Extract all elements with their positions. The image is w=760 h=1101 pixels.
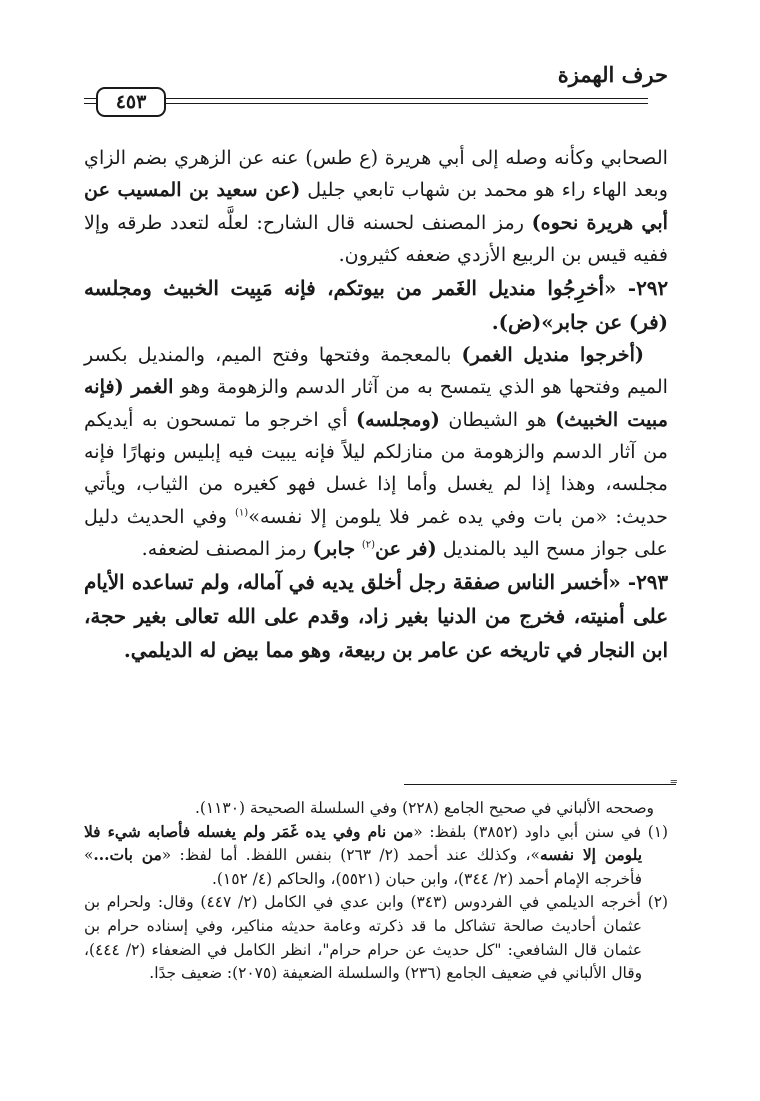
footnote-ref-2[interactable]: (٢)	[361, 539, 376, 551]
bold-citation: (عن سعيد بن المسيب عن أبي هريرة نحوه)	[84, 178, 668, 234]
bold-term: (أخرجوا منديل الغمر)	[461, 343, 644, 367]
footnote-separator	[404, 784, 676, 785]
footnote-2	[84, 891, 668, 985]
main-text	[84, 142, 668, 667]
hadith-text: «أخسر الناس صفقة رجل أخلق يديه في آماله، ولم تساعده الأيام على أمنيته، فخرج من الدنيا بغير زاد، وقدم على الله تعالى بغير حجة، ابن النجار في تاريخه عن عامر بن ربيعة، وهو مما بيض له الديلمي.	[84, 570, 668, 663]
footnotes	[84, 797, 668, 986]
header-rule-end	[84, 98, 92, 104]
text-run: في سنن أبي داود (٣٨٥٢) بلفظ: «	[413, 822, 648, 841]
bold-citation: (فر عن	[375, 536, 437, 560]
footnote-marker: (١)	[647, 822, 668, 841]
text-run: هو الشيطان	[439, 407, 556, 431]
footnote-ref-1[interactable]: (١)	[235, 507, 249, 519]
text-run: أخرجه الديلمي في الفردوس (٣٤٣) وابن عدي في الكامل (٢/ ٤٤٧) وقال: ولحرام بن عثمان أحاديث صالحة تشاكل ما قد ذكرته وعامة حديثه مناكير، وفي إسناده حرام بن عثمان قال الشافعي: "كل حديث عن حرام حرام"، انظر الكامل في الضعفاء (٢/ ٤٤٤)، وقال الألباني في ضعيف الجامع (٢٣٦) والسلسلة الضعيفة (٢٠٧٥): ضعيف جدًا.	[84, 893, 648, 983]
page-number	[96, 87, 166, 117]
text-run: وفي الحديث دليل على جواز مسح اليد بالمنديل	[84, 504, 668, 560]
text-run: أي اخرجو ما تمسحون به أيديكم من آثار الدسم والزهومة من منازلكم ليلاً فإنه يبيت فيه إبليس ونهارًا فإنه مجلسه، وهذا إذا لم يغسل وأما إذا غسل فهو كغيره من الثياب، ويأتي حديث: «من بات وفي يده غمر فلا يلومن إلا نفسه»	[84, 407, 668, 528]
text-run: الصحابي وكأنه وصله إلى أبي هريرة (ع طس) عنه عن الزهري بضم الزاي وبعد الهاء راء هو محمد بن شهاب تابعي جليل	[84, 146, 668, 202]
text-run: » فأخرجه الإمام أحمد (٢/ ٣٤٤)، وابن حبان (٥٥٢١)، والحاكم (٤/ ١٥٢).	[84, 846, 642, 888]
bold-quote: من نام وفي يده غَمَر ولم يغسله فأصابه شيء فلا يلومن إلا نفسه	[84, 822, 643, 865]
text-run: رمز المصنف لضعفه.	[141, 536, 313, 560]
text-run: رمز المصنف لحسنه قال الشارح: لعلَّه لتعدد طرقه وإلا ففيه قيس بن الربيع الأزدي ضعفه كثيرون.	[84, 210, 668, 266]
bold-quote: من بات...	[93, 846, 162, 865]
footnote-continuation-mark: =	[669, 777, 678, 788]
bold-term: (ومجلسه)	[356, 407, 440, 431]
entry-number: ٢٩٢-	[627, 276, 668, 301]
paragraph-commentary-2	[84, 339, 668, 565]
page-number-text: ٤٥٣	[115, 91, 147, 113]
hadith-entry-293	[84, 565, 668, 667]
hadith-entry-292	[84, 271, 668, 339]
header-rule	[88, 98, 648, 104]
bold-citation: جابر)	[312, 536, 362, 560]
text-run: بالمعجمة وفتحها وفتح الميم، والمنديل بكسر الميم وفتحها هو الذي يتمسح به من آثار الدسم والزهومة وهو	[84, 343, 668, 399]
running-head: حرف الهمزة	[557, 62, 668, 87]
footnote-1	[84, 821, 668, 892]
paragraph-commentary-1	[84, 142, 668, 271]
footnote-continuation: وصححه الألباني في صحيح الجامع (٢٢٨) وفي السلسلة الصحيحة (١١٣٠).	[194, 799, 654, 817]
text-run: »، وكذلك عند أحمد (٢/ ٢٦٣) بنفس اللفظ. أما لفظ: «	[161, 846, 540, 865]
bold-term: الغمر (فإنه مبيت الخبيث)	[84, 375, 668, 431]
footnote-marker: (٢)	[647, 893, 668, 912]
entry-number: ٢٩٣-	[627, 570, 668, 595]
hadith-text: «أخرِجُوا منديل الغَمر من بيوتكم، فإنه مَبِيت الخبيث ومجلسه (فر) عن جابر»(ض).	[84, 276, 668, 335]
